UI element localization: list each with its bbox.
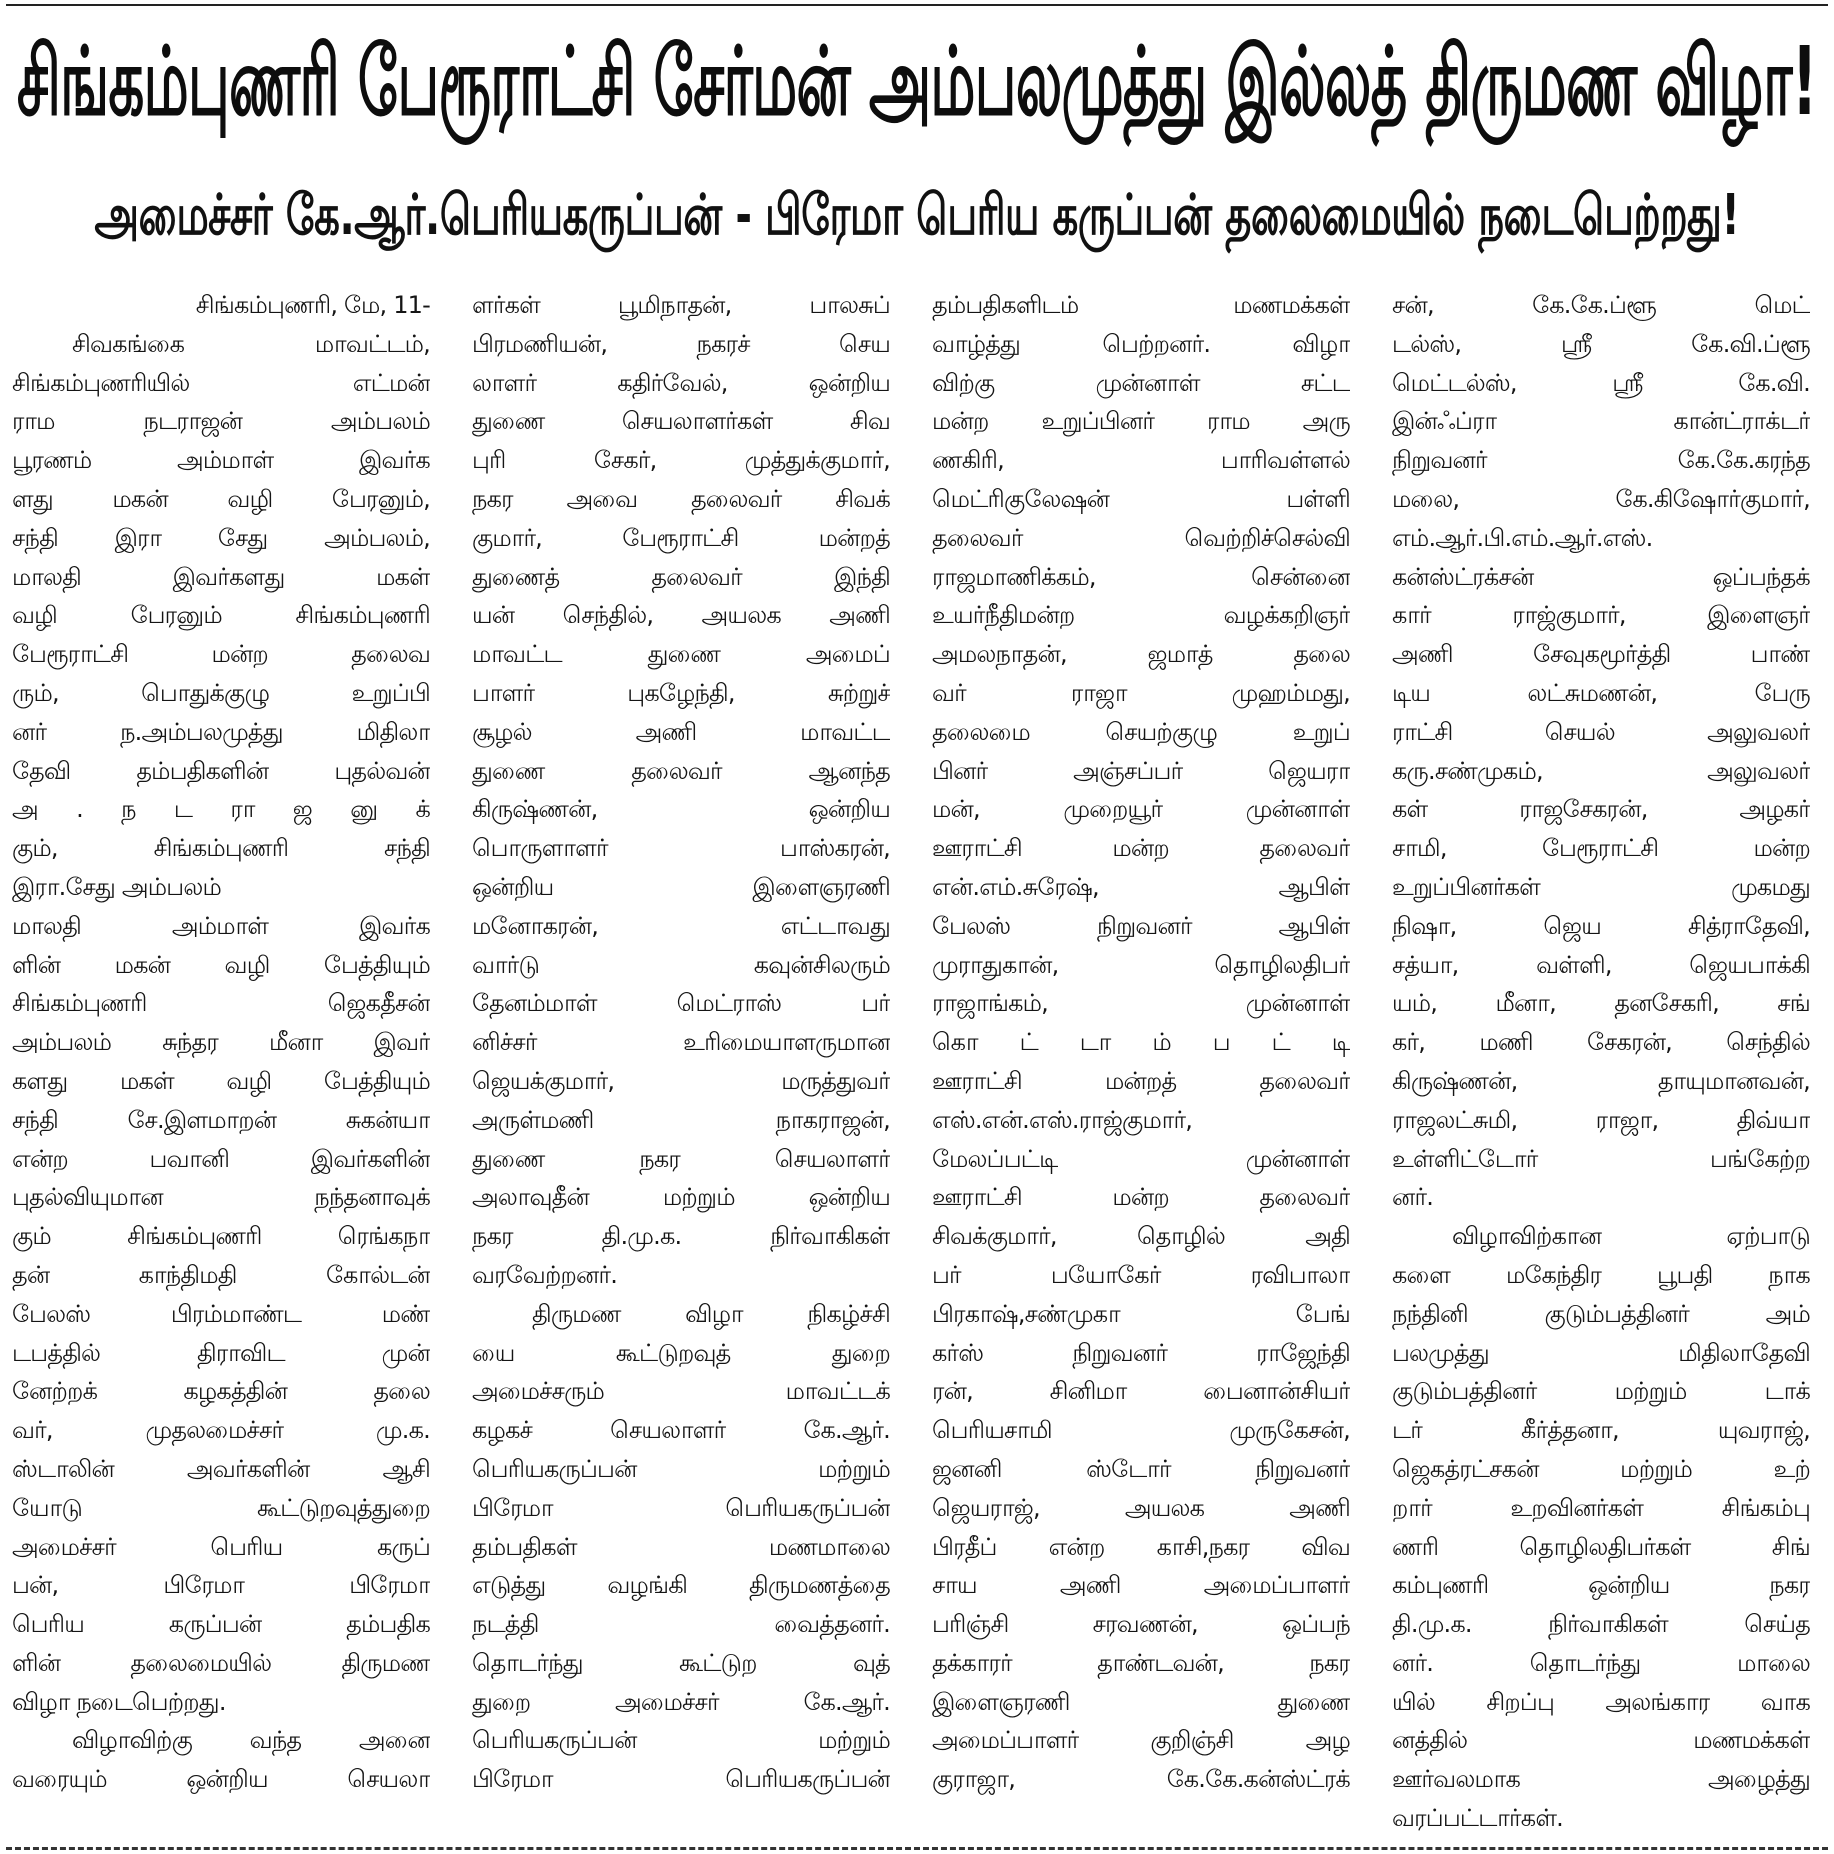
- article-line: நகர தி.மு.க. நிர்வாகிகள்: [472, 1222, 890, 1251]
- article-line: தம்பதிகள் மணமாலை: [472, 1532, 890, 1561]
- article-line: நகர அவை தலைவர் சிவக்: [472, 484, 890, 513]
- article-line: கும் சிங்கம்புணரி ரெங்கநா: [12, 1222, 430, 1251]
- article-line: சிவகங்கை மாவட்டம்,: [72, 329, 430, 358]
- article-line: உள்ளிட்டோர் பங்கேற்ற: [1392, 1144, 1810, 1173]
- article-line: பேலஸ் நிறுவனர் ஆபிள்: [932, 911, 1350, 940]
- article-line: சாமி, பேரூராட்சி மன்ற: [1392, 834, 1810, 863]
- article-line: மாலதி அம்மாள் இவர்க: [12, 911, 430, 940]
- article-line: பேலஸ் பிரம்மாண்ட மண்: [12, 1299, 430, 1328]
- article-line: முராதுகான், தொழிலதிபர்: [932, 950, 1350, 979]
- article-line: பெரிய கருப்பன் தம்பதிக: [12, 1610, 430, 1639]
- article-line: இரா.சேது அம்பலம்: [12, 872, 221, 901]
- article-line: யம், மீனா, தனசேகரி, சங்: [1392, 989, 1810, 1018]
- top-rule: [6, 4, 1828, 6]
- article-line: யோடு கூட்டுறவுத்துறை: [12, 1493, 430, 1522]
- article-line: பிரேமா பெரியகருப்பன்: [472, 1493, 890, 1522]
- article-line: உயர்நீதிமன்ற வழக்கறிஞர்: [932, 601, 1350, 630]
- article-line: ராஜாங்கம், முன்னாள்: [932, 989, 1350, 1018]
- article-line: பெரியகருப்பன் மற்றும்: [472, 1726, 890, 1755]
- article-line: குராஜா, கே.கே.கன்ஸ்ட்ரக்: [932, 1765, 1350, 1794]
- bottom-rule: [6, 1847, 1828, 1850]
- article-line: களது மகள் வழி பேத்தியும்: [12, 1066, 430, 1095]
- article-line: அணி சேவுகமூர்த்தி பாண்: [1392, 640, 1810, 669]
- article-line: மன், முறையூர் முன்னாள்: [932, 795, 1350, 824]
- article-line: ஊராட்சி மன்ற தலைவர்: [932, 1183, 1350, 1212]
- article-column-4: [1392, 286, 1810, 1838]
- article-line: அமைச்சர் பெரிய கருப்: [12, 1532, 430, 1561]
- article-line: டபத்தில் திராவிட முன்: [12, 1338, 430, 1367]
- article-line: வார்டு கவுன்சிலரும்: [472, 950, 890, 979]
- article-line: பெரியசாமி முருகேசன்,: [932, 1416, 1350, 1445]
- article-line: குடும்பத்தினர் மற்றும் டாக்: [1392, 1377, 1810, 1406]
- article-line: ஊர்வலமாக அழைத்து: [1392, 1765, 1810, 1794]
- article-line: தேவி தம்பதிகளின் புதல்வன்: [12, 756, 430, 785]
- article-line: லாளர் கதிர்வேல், ஒன்றிய: [472, 368, 890, 397]
- article-line: கழகச் செயலாளர் கே.ஆர்.: [472, 1416, 890, 1445]
- article-line: யன் செந்தில், அயலக அணி: [472, 601, 890, 630]
- subheadline: [0, 168, 1834, 268]
- article-line: வர், முதலமைச்சர் மு.க.: [12, 1416, 430, 1445]
- article-line: நிஷா, ஜெய சித்ராதேவி,: [1392, 911, 1810, 940]
- article-line: திருமண விழா நிகழ்ச்சி: [532, 1299, 890, 1328]
- article-line: னர் ந.அம்பலமுத்து மிதிலா: [12, 717, 430, 746]
- article-line: பன், பிரேமா பிரேமா: [12, 1571, 430, 1600]
- article-line: அ . ந ட ரா ஜ னு க்: [12, 795, 430, 824]
- article-line: டிய லட்சுமணன், பேரு: [1392, 678, 1810, 707]
- article-line: புதல்வியுமான நந்தனாவுக்: [12, 1183, 430, 1212]
- article-line: மேலப்பட்டி முன்னாள்: [932, 1144, 1350, 1173]
- article-line: பாளர் புகழேந்தி, சுற்றுச்: [472, 678, 890, 707]
- article-line: டல்ஸ், ஸ்ரீ கே.வி.ப்ளூ: [1392, 329, 1810, 358]
- headline-text: சிங்கம்புணரி பேரூராட்சி சேர்மன் அம்பலமுத்து இல்லத் திருமண விழா!: [17, 25, 1817, 137]
- article-line: தலைவர் வெற்றிச்செல்வி: [932, 523, 1350, 552]
- article-line: பொருளாளர் பாஸ்கரன்,: [472, 834, 890, 863]
- article-line: இன்ஃப்ரா கான்ட்ராக்டர்: [1392, 407, 1810, 436]
- article-line: வரையும் ஒன்றிய செயலா: [12, 1765, 430, 1794]
- article-line: ஒன்றிய இளைஞரணி: [472, 872, 890, 901]
- article-line: கொ ட் டா ம் ப ட் டி: [932, 1028, 1350, 1057]
- article-line: பலமுத்து மிதிலாதேவி: [1392, 1338, 1810, 1367]
- article-line: கன்ஸ்ட்ரக்சன் ஒப்பந்தக்: [1392, 562, 1810, 591]
- article-line: நிறுவனர் கே.கே.கரந்த: [1392, 446, 1810, 475]
- article-line: கார் ராஜ்குமார், இளைஞர்: [1392, 601, 1810, 630]
- article-line: ராட்சி செயல் அலுவலர்: [1392, 717, 1810, 746]
- article-line: உறுப்பினர்கள் முகமது: [1392, 872, 1810, 901]
- article-column-3: [932, 286, 1350, 1838]
- article-line: துணை நகர செயலாளர்: [472, 1144, 890, 1173]
- article-line: வரப்பட்டார்கள்.: [1392, 1804, 1564, 1833]
- article-line: களை மகேந்திர பூபதி நாக: [1392, 1260, 1810, 1289]
- article-line: ஸ்டாலின் அவர்களின் ஆசி: [12, 1454, 430, 1483]
- article-line: பிரேமா பெரியகருப்பன்: [472, 1765, 890, 1794]
- article-line: பிரதீப் என்ற காசி,நகர விவ: [932, 1532, 1350, 1561]
- article-line: ராஜமாணிக்கம், சென்னை: [932, 562, 1350, 591]
- article-line: தேனம்மாள் மெட்ராஸ் பர்: [472, 989, 890, 1018]
- article-line: என்ற பவானி இவர்களின்: [12, 1144, 430, 1173]
- article-line: துணைத் தலைவர் இந்தி: [472, 562, 890, 591]
- article-line: யை கூட்டுறவுத் துறை: [472, 1338, 890, 1367]
- article-line: விழாவிற்கான ஏற்பாடு: [1452, 1222, 1810, 1251]
- article-line: கரு.சண்முகம், அலுவலர்: [1392, 756, 1810, 785]
- article-line: ளர்கள் பூமிநாதன், பாலசுப்: [472, 291, 890, 319]
- article-line: தக்காரர் தாண்டவன், நகர: [932, 1648, 1350, 1677]
- article-line: னர். தொடர்ந்து மாலை: [1392, 1648, 1810, 1677]
- article-line: துணை செயலாளர்கள் சிவ: [472, 407, 890, 436]
- article-line: ஜனனி ஸ்டோர் நிறுவனர்: [932, 1454, 1350, 1483]
- article-line: மனோகரன், எட்டாவது: [472, 911, 890, 940]
- article-line: கர்ஸ் நிறுவனர் ராஜேந்தி: [932, 1338, 1350, 1367]
- article-line: டர் கீர்த்தனா, யுவராஜ்,: [1392, 1416, 1810, 1445]
- article-line: மாலதி இவர்களது மகள்: [12, 562, 430, 591]
- article-line: விழா நடைபெற்றது.: [12, 1687, 226, 1716]
- article-line: மாவட்ட துணை அமைப்: [472, 640, 890, 669]
- article-line: சாய அணி அமைப்பாளர்: [932, 1571, 1350, 1600]
- article-line: சிங்கம்புணரி, மே, 11-: [195, 291, 430, 319]
- article-line: சூழல் அணி மாவட்ட: [472, 717, 890, 746]
- article-line: ணகிரி, பாரிவள்ளல்: [932, 446, 1350, 475]
- article-line: ளின் தலைமையில் திருமண: [12, 1648, 430, 1677]
- article-line: ஊராட்சி மன்றத் தலைவர்: [932, 1066, 1350, 1095]
- article-line: தி.மு.க. நிர்வாகிகள் செய்த: [1392, 1610, 1810, 1639]
- article-line: வாழ்த்து பெற்றனர். விழா: [932, 329, 1350, 358]
- article-line: அமைப்பாளர் குறிஞ்சி அழ: [932, 1726, 1350, 1755]
- article-line: எடுத்து வழங்கி திருமணத்தை: [472, 1571, 890, 1600]
- article-line: பரிஞ்சி சரவணன், ஒப்பந்: [932, 1610, 1350, 1639]
- article-line: னேற்றக் கழகத்தின் தலை: [12, 1377, 430, 1406]
- article-line: கும், சிங்கம்புணரி சந்தி: [12, 834, 430, 863]
- subheadline-text: அமைச்சர் கே.ஆர்.பெரியகருப்பன் - பிரேமா பெரிய கருப்பன் தலைமையில் நடைபெற்றது!: [94, 181, 1740, 248]
- article-line: வழி பேரனும் சிங்கம்புணரி: [12, 601, 430, 630]
- article-line: சிங்கம்புணரி ஜெகதீசன்: [12, 989, 430, 1018]
- article-line: துறை அமைச்சர் கே.ஆர்.: [472, 1687, 890, 1716]
- article-line: ரன், சினிமா பைனான்சியர்: [932, 1377, 1350, 1406]
- article-line: மன்ற உறுப்பினர் ராம அரு: [932, 407, 1350, 436]
- article-line: ளின் மகன் வழி பேத்தியும்: [12, 950, 430, 979]
- article-line: சத்யா, வள்ளி, ஜெயபாக்கி: [1392, 950, 1810, 979]
- article-line: ணரி தொழிலதிபர்கள் சிங்: [1392, 1532, 1810, 1561]
- article-line: ஜெயராஜ், அயலக அணி: [932, 1493, 1350, 1522]
- article-line: மெட்டல்ஸ், ஸ்ரீ கே.வி.: [1392, 368, 1810, 397]
- article-line: ஜெகத்ரட்சகன் மற்றும் உற்: [1392, 1454, 1810, 1483]
- article-line: பர் பயோகேர் ரவிபாலா: [932, 1260, 1350, 1289]
- article-line: ராம நடராஜன் அம்பலம்: [12, 407, 430, 436]
- article-line: பெரியகருப்பன் மற்றும்: [472, 1454, 890, 1483]
- article-line: துணை தலைவர் ஆனந்த: [472, 756, 890, 785]
- article-line: ஜெயக்குமார், மருத்துவர்: [472, 1066, 890, 1095]
- article-line: மெட்ரிகுலேஷன் பள்ளி: [932, 484, 1350, 513]
- article-line: விற்கு முன்னாள் சட்ட: [932, 368, 1350, 397]
- article-line: சிங்கம்புணரியில் எட்மன்: [12, 368, 430, 397]
- article-line: பினர் அஞ்சப்பர் ஜெயரா: [932, 756, 1350, 785]
- article-line: கள் ராஜசேகரன், அழகர்: [1392, 795, 1810, 824]
- article-line: நடத்தி வைத்தனர்.: [472, 1610, 890, 1639]
- article-line: ஊராட்சி மன்ற தலைவர்: [932, 834, 1350, 863]
- article-line: என்.எம்.சுரேஷ், ஆபிள்: [932, 872, 1350, 901]
- article-line: எஸ்.என்.எஸ்.ராஜ்குமார்,: [932, 1105, 1193, 1134]
- article-line: விழாவிற்கு வந்த அனை: [72, 1726, 430, 1755]
- article-line: அமைச்சரும் மாவட்டக்: [472, 1377, 890, 1406]
- article-line: தலைமை செயற்குழு உறுப்: [932, 717, 1350, 746]
- article-column-1: [12, 286, 430, 1838]
- article-line: வரவேற்றனர்.: [472, 1260, 618, 1289]
- article-line: புரி சேகர், முத்துக்குமார்,: [472, 446, 890, 475]
- article-line: பிரகாஷ்,சண்முகா பேங்: [932, 1299, 1350, 1328]
- article-line: சிவக்குமார், தொழில் அதி: [932, 1222, 1350, 1251]
- article-line: இளைஞரணி துணை: [932, 1687, 1350, 1716]
- article-line: எம்.ஆர்.பி.எம்.ஆர்.எஸ்.: [1392, 523, 1653, 552]
- article-line: அலாவுதீன் மற்றும் ஒன்றிய: [472, 1183, 890, 1212]
- article-line: றார் உறவினர்கள் சிங்கம்பு: [1392, 1493, 1810, 1522]
- article-line: தொடர்ந்து கூட்டுற வுத்: [472, 1648, 890, 1677]
- article-line: னர்.: [1392, 1183, 1434, 1212]
- article-line: கர், மணி சேகரன், செந்தில்: [1392, 1028, 1810, 1057]
- article-line: நந்தினி குடும்பத்தினர் அம்: [1392, 1299, 1810, 1328]
- article-line: மலை, கே.கிஷோர்குமார்,: [1392, 484, 1810, 513]
- article-line: வர் ராஜா முஹம்மது,: [932, 678, 1350, 707]
- article-line: கம்புணரி ஒன்றிய நகர: [1392, 1571, 1810, 1600]
- article-line: கிருஷ்ணன், தாயுமானவன்,: [1392, 1066, 1810, 1095]
- article-line: பிரமணியன், நகரச் செய: [472, 329, 890, 358]
- article-line: னிச்சர் உரிமையாளருமான: [472, 1028, 890, 1057]
- article-line: யில் சிறப்பு அலங்கார வாக: [1392, 1687, 1810, 1716]
- article-line: ளது மகன் வழி பேரனும்,: [12, 484, 430, 513]
- headline: [0, 18, 1834, 158]
- article-line: அம்பலம் சுந்தர மீனா இவர்: [12, 1028, 430, 1057]
- article-line: ரும், பொதுக்குழு உறுப்பி: [12, 678, 430, 707]
- article-line: தன் காந்திமதி கோல்டன்: [12, 1260, 430, 1289]
- article-line: சன், கே.கே.ப்ளூ மெட்: [1392, 291, 1810, 319]
- article-line: பேரூராட்சி மன்ற தலைவ: [12, 640, 430, 669]
- article-line: பூரணம் அம்மாள் இவர்க: [12, 446, 430, 475]
- article-line: தம்பதிகளிடம் மணமக்கள்: [932, 291, 1350, 319]
- article-line: ராஜலட்சுமி, ராஜா, திவ்யா: [1392, 1105, 1810, 1134]
- article-line: அமலநாதன், ஜமாத் தலை: [932, 640, 1350, 669]
- article-line: சந்தி சே.இளமாறன் சுகன்யா: [12, 1105, 430, 1134]
- article-column-2: [472, 286, 890, 1838]
- article-line: அருள்மணி நாகராஜன்,: [472, 1105, 890, 1134]
- article-line: கிருஷ்ணன், ஒன்றிய: [472, 795, 890, 824]
- article-line: னத்தில் மணமக்கள்: [1392, 1726, 1810, 1755]
- article-line: குமார், பேரூராட்சி மன்றத்: [472, 523, 890, 552]
- article-line: சந்தி இரா சேது அம்பலம்,: [12, 523, 430, 552]
